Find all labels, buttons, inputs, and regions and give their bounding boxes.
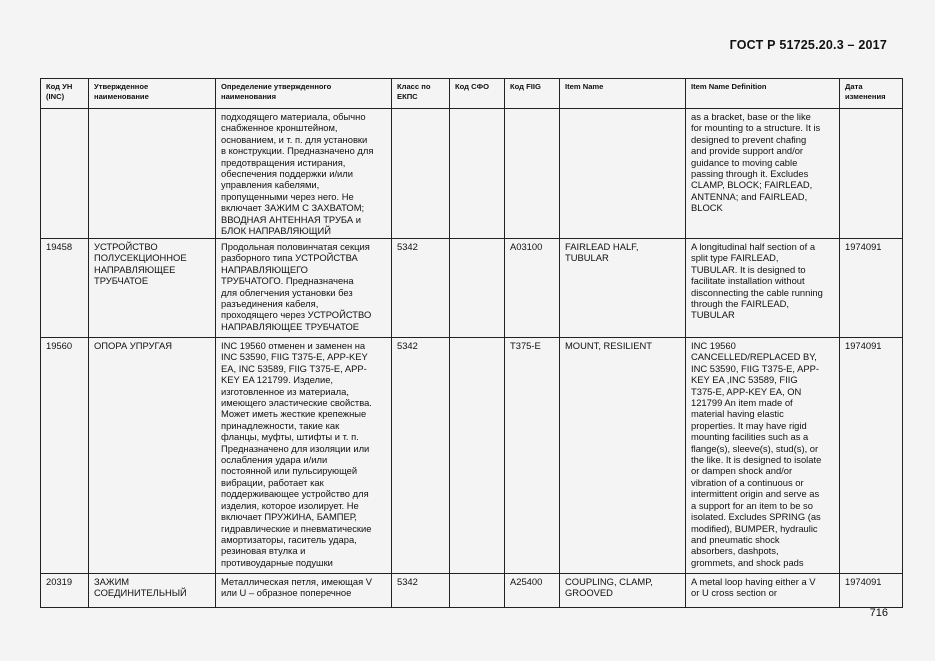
cell-inc: 20319 xyxy=(41,574,89,608)
cell-sfo-code xyxy=(450,338,505,574)
column-header-item-name-definition: Item Name Definition xyxy=(686,79,840,109)
table-row xyxy=(41,109,903,239)
cell-change-date: 1974091 xyxy=(840,574,903,608)
cell-definition-en: A metal loop having either a V or U cross section or xyxy=(686,574,840,608)
column-header-approved-name: Утвержденное наименование xyxy=(89,79,216,109)
cell-inc xyxy=(41,109,89,239)
cell-change-date xyxy=(840,109,903,239)
document-standard-title: ГОСТ Р 51725.20.3 – 2017 xyxy=(729,38,887,52)
cell-definition-en: as a bracket, base or the like for mounting to a structure. It is designed to prevent chafing and provide support and/or guidance to moving cable passing through it. Excludes CLAMP, BLOCK; FAIRLEAD, ANTENNA; and FAIRLEAD, BLOCK xyxy=(686,109,840,239)
column-header-definition-ru: Определение утвержденного наименования xyxy=(216,79,392,109)
cell-item-name: COUPLING, CLAMP, GROOVED xyxy=(560,574,686,608)
cell-definition-en: A longitudinal half section of a split type FAIRLEAD, TUBULAR. It is designed to facilitate installation without disconnecting the cable running through the FAIRLEAD, TUBULAR xyxy=(686,239,840,338)
cell-item-name: FAIRLEAD HALF, TUBULAR xyxy=(560,239,686,338)
column-header-sfo-code: Код СФО xyxy=(450,79,505,109)
cell-approved-name: ЗАЖИМ СОЕДИНИТЕЛЬНЫЙ xyxy=(89,574,216,608)
item-name-table xyxy=(40,78,903,608)
cell-fiig-code: A03100 xyxy=(505,239,560,338)
column-header-ekps-class: Класс по ЕКПС xyxy=(392,79,450,109)
cell-ekps-class: 5342 xyxy=(392,338,450,574)
cell-fiig-code: A25400 xyxy=(505,574,560,608)
table-row xyxy=(41,574,903,608)
cell-fiig-code xyxy=(505,109,560,239)
column-header-inc: Код УН (INC) xyxy=(41,79,89,109)
cell-sfo-code xyxy=(450,574,505,608)
cell-definition-ru: INC 19560 отменен и заменен на INC 53590, FIIG T375-E, APP-KEY EA, INC 53589, FIIG T375-E, APP- KEY EA 121799. Изделие, изготовленное из материала, имеющего эластические свойства. Может иметь жесткие крепежные принадлежности, такие как фланцы, муфты, штифты и т. п. Предназначено для изоляции или ослабления удара и/или постоянной или пульсирующей вибрации, работает как поддерживающее устройство для изделия, которое изолирует. Не включает ПРУЖИНА, БАМПЕР, гидравлические и пневматические амортизаторы, гаситель удара, резиновая втулка и противоударные подушки xyxy=(216,338,392,574)
cell-ekps-class: 5342 xyxy=(392,239,450,338)
cell-approved-name: ОПОРА УПРУГАЯ xyxy=(89,338,216,574)
table-row xyxy=(41,239,903,338)
cell-definition-ru: подходящего материала, обычно снабженное кронштейном, основанием, и т. п. для установки в конструкции. Предназначено для предотвращения истирания, обеспечения поддержки и/или управления кабелями, пропущенными через него. Не включает ЗАЖИМ С ЗАХВАТОМ; ВВОДНАЯ АНТЕННАЯ ТРУБА и БЛОК НАПРАВЛЯЮЩИЙ xyxy=(216,109,392,239)
table-header-row xyxy=(41,79,903,109)
cell-approved-name xyxy=(89,109,216,239)
cell-approved-name: УСТРОЙСТВО ПОЛУСЕКЦИОННОЕ НАПРАВЛЯЮЩЕЕ ТРУБЧАТОЕ xyxy=(89,239,216,338)
table-row xyxy=(41,338,903,574)
cell-item-name xyxy=(560,109,686,239)
cell-inc: 19560 xyxy=(41,338,89,574)
cell-ekps-class: 5342 xyxy=(392,574,450,608)
column-header-item-name: Item Name xyxy=(560,79,686,109)
cell-ekps-class xyxy=(392,109,450,239)
cell-sfo-code xyxy=(450,109,505,239)
cell-inc: 19458 xyxy=(41,239,89,338)
cell-fiig-code: T375-E xyxy=(505,338,560,574)
column-header-fiig-code: Код FIIG xyxy=(505,79,560,109)
cell-item-name: MOUNT, RESILIENT xyxy=(560,338,686,574)
column-header-change-date: Дата изменения xyxy=(840,79,903,109)
cell-sfo-code xyxy=(450,239,505,338)
page-number: 716 xyxy=(869,607,888,619)
cell-change-date: 1974091 xyxy=(840,239,903,338)
cell-definition-ru: Металлическая петля, имеющая V или U – образное поперечное xyxy=(216,574,392,608)
cell-definition-en: INC 19560 CANCELLED/REPLACED BY, INC 53590, FIIG T375-E, APP- KEY EA ,INC 53589, FIIG T375-E, APP-KEY EA, ON 121799 An item made of material having elastic properties. It may have rigid mounting facilities such as a flange(s), sleeve(s), stud(s), or the like. It is designed to isolate or dampen shock and/or vibration of a continuous or intermittent origin and serve as a support for an item to be so isolated. Excludes SPRING (as modified), BUMPER, hydraulic and pneumatic shock absorbers, dashpots, grommets, and shock pads xyxy=(686,338,840,574)
cell-change-date: 1974091 xyxy=(840,338,903,574)
cell-definition-ru: Продольная половинчатая секция разборного типа УСТРОЙСТВА НАПРАВЛЯЮЩЕГО ТРУБЧАТОГО. Предназначена для облегчения установки без разъединения кабеля, проходящего через УСТРОЙСТВО НАПРАВЛЯЮЩЕЕ ТРУБЧАТОЕ xyxy=(216,239,392,338)
